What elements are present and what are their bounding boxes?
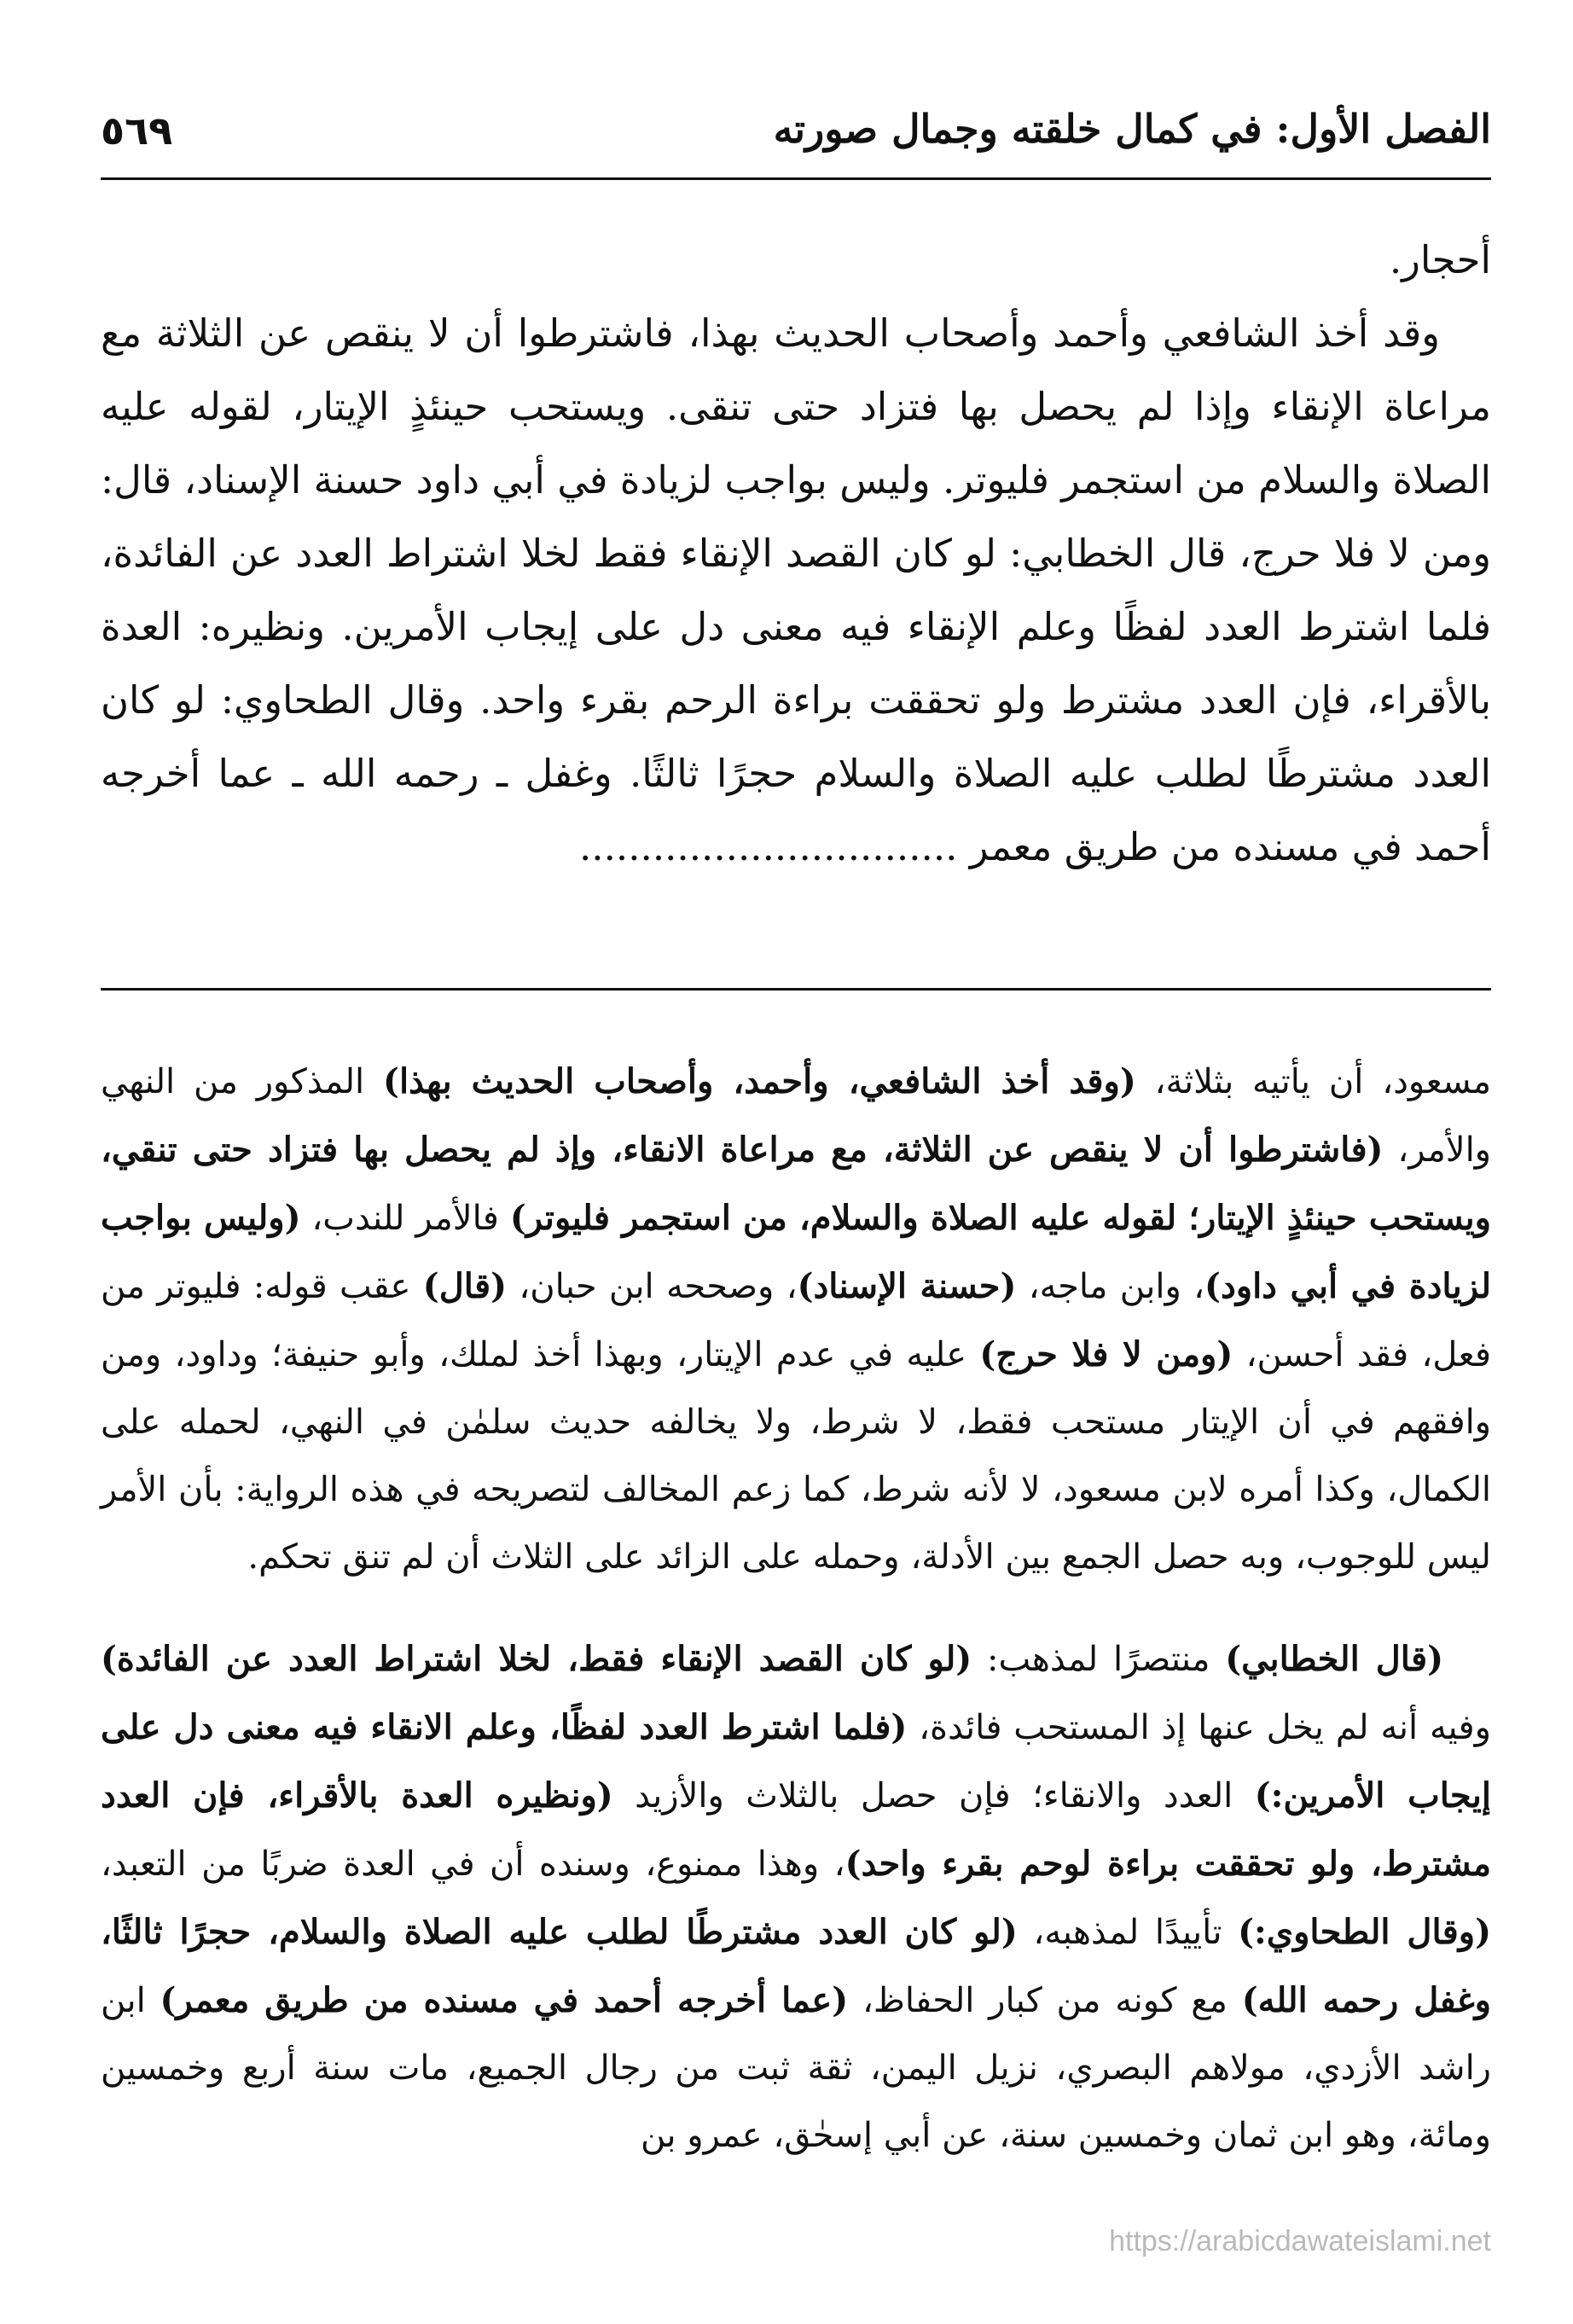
quoted-matn: (ومن لا فلا حرج)	[979, 1334, 1233, 1374]
commentary-segment: وفيه أنه لم يخل عنها إذ المستحب فائدة،	[907, 1708, 1491, 1747]
quoted-matn: (وقد أخذ الشافعي، وأحمد، وأصحاب الحديث بهذا)	[383, 1061, 1136, 1101]
quoted-matn: (لو كان القصد الإنقاء فقط، لخلا اشتراط العدد عن الفائدة)	[101, 1639, 972, 1679]
quoted-matn: (فلما اشترط العدد لفظًا، وعلم الانقاء فيه معنى دل على إيجاب الأمرين:)	[101, 1707, 1491, 1816]
quoted-matn: (ونظيره العدة بالأقراء، فإن العدد مشترط، ولو تحققت براءة لوحم بقرء واحد)	[101, 1775, 1492, 1884]
page-number: ٥٦٩	[101, 107, 173, 154]
commentary-segment: ، وهذا ممنوع، وسنده أن في العدة ضربًا من التعبد،	[101, 1845, 845, 1884]
main-paragraph-text: وقد أخذ الشافعي وأحمد وأصحاب الحديث بهذا، فاشترطوا أن لا ينقص عن الثلاثة مع مراعاة الإنقاء وإذا لم يحصل بها فتزاد حتى تنقى. ويستحب حينئذٍ الإيتار، لقوله عليه الصلاة والسلام من استجمر فليوتر. وليس بواجب لزيادة في أبي داود حسنة الإسناد، قال: ومن لا فلا حرج، قال الخطابي: لو كان القصد الإنقاء فقط لخلا اشتراط العدد عن الفائدة، فلما اشترط العدد لفظًا وعلم الإنقاء فيه معنى دل على إيجاب الأمرين. ونظيره: العدة بالأقراء، فإن العدد مشترط ولو تحققت براءة الرحم بقرء واحد. وقال الطحاوي: لو كان العدد مشترطًا لطلب عليه الصلاة والسلام حجرًا ثالثًا. وغفل ـ رحمه الله ـ عما أخرجه أحمد في مسنده من طريق معمر	[101, 311, 1491, 869]
quoted-matn: (قال الخطابي)	[1225, 1639, 1443, 1679]
commentary-segment: عقب قوله: فليوتر من فعل، فقد أحسن،	[101, 1267, 1492, 1374]
commentary-segment: مسعود، أن يأتيه بثلاثة،	[1135, 1062, 1491, 1101]
watermark-url: https://arabicdawateislami.net	[1109, 2225, 1491, 2257]
footnote-divider	[101, 988, 1491, 991]
commentary-segment: ، وصححه ابن حبان،	[507, 1267, 798, 1306]
chapter-title: الفصل الأول: في كمال خلقته وجمال صورته	[773, 106, 1491, 152]
commentary-segment: المذكور من النهي والأمر،	[101, 1062, 1491, 1170]
commentary-segment: فالأمر للندب،	[300, 1199, 510, 1238]
commentary-section	[101, 1048, 1491, 2170]
quoted-matn: (وليس بواجب لزيادة في أبي داود)	[101, 1198, 1492, 1306]
commentary-segment: عليه في عدم الإيتار، وبهذا أخذ لملك، وأبو حنيفة؛ وداود، ومن وافقهم في أن الإيتار مستحب فقط، لا شرط، ولا يخالفه حديث سلمٰن في النهي، لحمله على الكمال، وكذا أمره لابن مسعود، لا لأنه شرط، كما زعم المخالف لتصريحه في هذه الرواية: بأن الأمر ليس للوجوب، وبه حصل الجمع بين الأدلة، وحمله على الزائد على الثلاث أن لم تنق تحكم.	[101, 1335, 1491, 1577]
main-first-line: أحجار.	[1389, 237, 1491, 282]
quoted-matn: (حسنة الإسناد)	[797, 1266, 1017, 1306]
commentary-paragraph-2	[101, 1625, 1491, 2170]
main-text	[101, 224, 1491, 884]
quoted-matn: (قال)	[422, 1266, 507, 1306]
page-header	[101, 101, 1491, 180]
quoted-matn: (فاشترطوا أن لا ينقص عن الثلاثة، مع مراعاة الانقاء، وإذ لم يحصل بها فتزاد حتى تنقي، ويستحب حينئذٍ الإيتار؛ لقوله عليه الصلاة والسلام، من استجمر فليوتر)	[101, 1130, 1491, 1238]
quoted-matn: (عما أخرجه أحمد في مسنده من طريق معمر)	[160, 1980, 849, 2020]
commentary-segment: مع كونه من كبار الحفاظ،	[848, 1981, 1242, 2020]
commentary-segment: منتصرًا لمذهب:	[972, 1640, 1226, 1679]
ellipsis-dots: ...............................	[579, 824, 958, 869]
quoted-matn: (وقال الطحاوي:)	[1238, 1912, 1491, 1952]
commentary-segment: تأييدًا لمذهبه،	[1017, 1913, 1239, 1952]
main-paragraph	[101, 297, 1491, 884]
commentary-segment: العدد والانقاء؛ فإن حصل بالثلاث والأزيد	[612, 1776, 1255, 1816]
commentary-segment: ، وابن ماجه،	[1016, 1267, 1205, 1306]
commentary-segment: ابن راشد الأزدي، مولاهم البصري، نزيل اليمن، ثقة ثبت من رجال الجميع، مات سنة أربع وخمسين ومائة، وهو ابن ثمان وخمسين سنة، عن أبي إسحٰق، عمرو بن	[101, 1981, 1491, 2155]
commentary-paragraph-1	[101, 1048, 1491, 1591]
quoted-matn: (لو كان العدد مشترطًا لطلب عليه الصلاة والسلام، حجرًا ثالثًا، وغفل رحمه الله)	[101, 1912, 1491, 2020]
